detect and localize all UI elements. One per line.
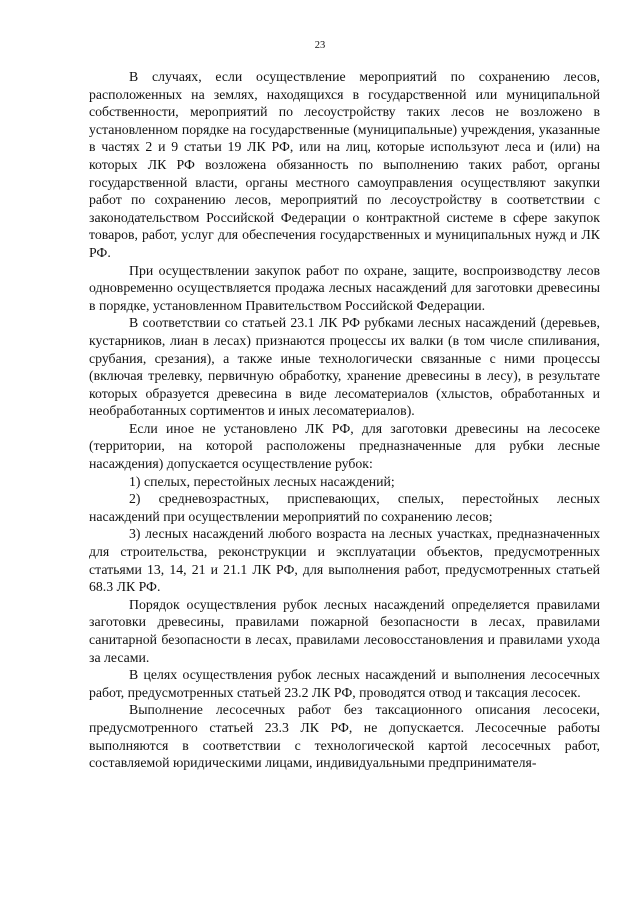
list-item-1: 1) спелых, перестойных лесных насаждений; <box>129 473 395 489</box>
paragraph-felling-definition: В соответствии со статьей 23.1 ЛК РФ рубками лесных насаждений (деревьев, кустарников, лиан в лесах) признаются процессы их валки (в том числе спиливания, срубания, срезания), а также иные технологически связанные с ними процессы (включая трелевку, первичную обработку, хранение древесины в лесу), в результате которых образуется древесина в виде лесоматериалов (хлыстов, обработанных и необработанных сортиментов и иных лесоматериалов). <box>89 315 600 419</box>
paragraph-procurement-cases: В случаях, если осуществление мероприятий по сохранению лесов, расположенных на землях, находящихся в государственной или муниципальной собственности, мероприятий по лесоустройству таких лесов не возложено в установленном порядке на государственные (муниципальные) учреждения, указанные в частях 2 и 9 статьи 19 ЛК РФ, или на лиц, которые используют леса и (или) на которых ЛК РФ возложена обязанность по выполнению таких работ, органы государственной власти, органы местного самоуправления осуществляют закупки работ по сохранению лесов, мероприятий по лесоустройству в соответствии с законодательством Российской Федерации о контрактной системе в сфере закупок товаров, работ, услуг для обеспечения государственных и муниципальных нужд и ЛК РФ. <box>89 69 600 260</box>
list-item-2: 2) средневозрастных, приспевающих, спелых, перестойных лесных насаждений при осуществлении мероприятий по сохранению лесов; <box>89 491 600 524</box>
list-item-3: 3) лесных насаждений любого возраста на лесных участках, предназначенных для строительства, реконструкции и эксплуатации объектов, предусмотренных статьями 13, 14, 21 и 21.1 ЛК РФ, для выполнения работ, предусмотренных статьей 68.3 ЛК РФ. <box>89 526 600 595</box>
paragraph-felling-allowed: Если иное не установлено ЛК РФ, для заготовки древесины на лесосеке (территории, на которой расположены предназначенные для рубки лесные насаждения) допускается осуществление рубок: <box>89 420 600 472</box>
paragraph-timber-sale: При осуществлении закупок работ по охране, защите, воспроизводству лесов одновременно осуществляется продажа лесных насаждений для заготовки древесины в порядке, установленном Правительством Российской Федерации. <box>89 262 600 313</box>
paragraph-logging-works: Выполнение лесосечных работ без таксационного описания лесосеки, предусмотренного статьей 23.3 ЛК РФ, не допускается. Лесосечные работы выполняются в соответствии с технологической картой лесосечных работ, составляемой юридическими лицами, индивидуальными предпринимателя- <box>89 702 600 771</box>
page-number: 23 <box>314 40 326 51</box>
paragraph-allotment-taxation: В целях осуществления рубок лесных насаждений и выполнения лесосечных работ, предусмотренных статьей 23.2 ЛК РФ, проводятся отвод и таксация лесосек. <box>89 667 600 700</box>
document-body <box>89 68 600 772</box>
paragraph-felling-rules: Порядок осуществления рубок лесных насаждений определяется правилами заготовки древесины, правилами пожарной безопасности в лесах, правилами санитарной безопасности в лесах, правилами лесовосстановления и правилами ухода за лесами. <box>89 596 600 665</box>
